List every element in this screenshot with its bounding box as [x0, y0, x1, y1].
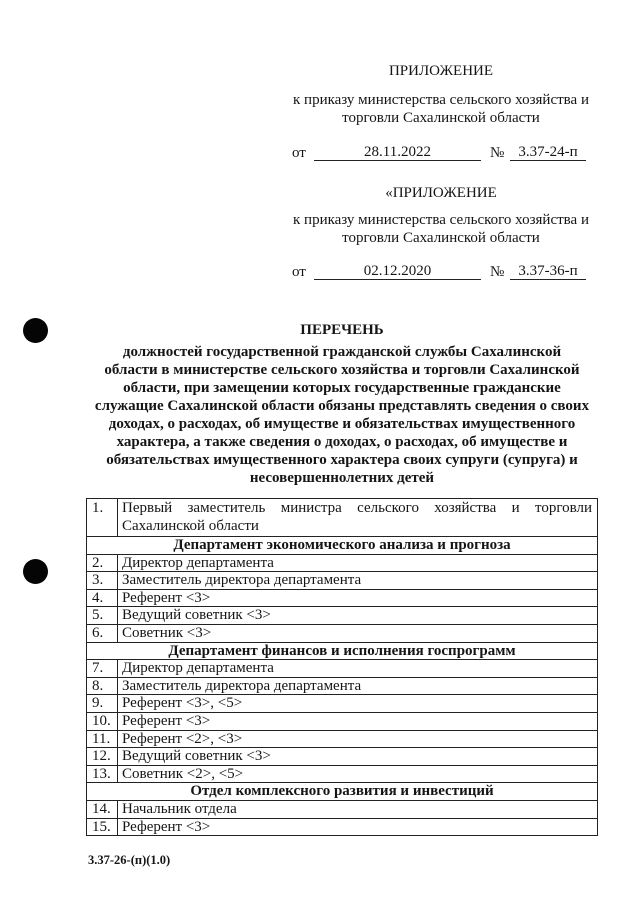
position-title: Начальник отдела — [122, 800, 237, 817]
previous-appendix-header — [276, 184, 606, 280]
subtitle-line: обязательствах имущественного характера своих супруги (супруга) и — [106, 452, 578, 468]
document-code: 3.37-26-(п)(1.0) — [88, 853, 171, 867]
row-number: 12. — [87, 748, 118, 765]
table-row — [87, 589, 597, 607]
page-title: ПЕРЕЧЕНЬ — [300, 322, 384, 338]
table-row — [87, 571, 597, 589]
order-number: 3.37-36-п — [510, 263, 586, 280]
appendix-title: ПРИЛОЖЕНИЕ — [388, 63, 494, 79]
number-sign: № — [490, 145, 505, 161]
order-line-1: к приказу министерства сельского хозяйства и — [293, 92, 589, 108]
position-title: Заместитель директора департамента — [122, 677, 362, 694]
row-number: 6. — [87, 625, 118, 642]
section-title: Отдел комплексного развития и инвестиций — [190, 783, 494, 800]
section-title: Департамент финансов и исполнения госпрограмм — [168, 642, 516, 659]
section-title: Департамент экономического анализа и прогноза — [173, 537, 511, 553]
table-row — [87, 694, 597, 712]
row-number: 14. — [87, 801, 118, 818]
row-number: 5. — [87, 607, 118, 624]
table-row — [87, 624, 597, 642]
position-title: Советник <2>, <5> — [122, 765, 244, 782]
position-title: Референт <2>, <3> — [122, 730, 243, 747]
table-row — [87, 730, 597, 748]
row-number: 2. — [87, 555, 118, 572]
row-number: 10. — [87, 713, 118, 730]
row-number: 7. — [87, 660, 118, 677]
row-number: 11. — [87, 731, 118, 748]
table-row — [87, 818, 597, 836]
subtitle-line: несовершеннолетних детей — [249, 470, 435, 486]
row-number: 1. — [87, 499, 118, 536]
position-title: Референт <3> — [122, 712, 211, 729]
table-row — [87, 606, 597, 624]
row-number: 8. — [87, 678, 118, 695]
table-row — [87, 747, 597, 765]
table-row — [87, 712, 597, 730]
from-label: от — [292, 264, 306, 280]
subtitle-line: характера, а также сведения о доходах, о расходах, об имуществе и — [116, 434, 568, 450]
position-title: Заместитель директора департамента — [122, 572, 362, 589]
order-number: 3.37-24-п — [510, 144, 586, 161]
position-title: Директор департамента — [122, 554, 274, 571]
position-title: Директор департамента — [122, 660, 274, 677]
from-label: от — [292, 145, 306, 161]
row-number: 15. — [87, 819, 118, 836]
table-row — [87, 765, 597, 783]
number-sign: № — [490, 264, 505, 280]
table-row — [87, 499, 597, 536]
positions-table — [86, 498, 598, 836]
order-line-1: к приказу министерства сельского хозяйства и — [293, 212, 589, 228]
section-row — [87, 642, 597, 660]
order-date: 28.11.2022 — [314, 144, 481, 161]
list-subtitle — [86, 343, 598, 487]
subtitle-line: служащие Сахалинской области обязаны представлять сведения о своих — [94, 398, 590, 414]
position-title: Советник <3> — [122, 624, 212, 641]
row-number: 13. — [87, 766, 118, 783]
position-title: Первый заместитель министра сельского хозяйства и торговли Сахалинской области — [122, 500, 592, 534]
row-number: 3. — [87, 572, 118, 589]
subtitle-line: должностей государственной гражданской службы Сахалинской — [122, 344, 562, 360]
section-row — [87, 536, 597, 554]
subtitle-line: доходах, о расходах, об имуществе и обязательствах имущественного — [108, 416, 576, 432]
order-line-2: торговли Сахалинской области — [342, 110, 540, 126]
table-row — [87, 677, 597, 695]
table-row — [87, 659, 597, 677]
appendix-header — [276, 62, 606, 161]
position-title: Ведущий советник <3> — [122, 748, 271, 765]
order-date: 02.12.2020 — [314, 263, 481, 280]
hole-punch-mark — [23, 318, 48, 343]
order-line-2: торговли Сахалинской области — [342, 230, 540, 246]
subtitle-line: области в министерстве сельского хозяйства и торговли Сахалинской — [104, 362, 580, 378]
list-heading — [86, 321, 598, 487]
table-row — [87, 554, 597, 572]
table-row — [87, 800, 597, 818]
hole-punch-mark — [23, 559, 48, 584]
position-title: Референт <3> — [122, 818, 211, 835]
order-date-number-line — [292, 143, 606, 161]
subtitle-line: области, при замещении которых государственные гражданские — [123, 380, 561, 396]
row-number: 4. — [87, 590, 118, 607]
position-title: Ведущий советник <3> — [122, 607, 271, 624]
section-row — [87, 782, 597, 800]
order-date-number-line — [292, 262, 606, 280]
row-number: 9. — [87, 695, 118, 712]
position-title: Референт <3> — [122, 589, 211, 606]
position-title: Референт <3>, <5> — [122, 695, 243, 712]
appendix-title: «ПРИЛОЖЕНИЕ — [385, 185, 497, 201]
